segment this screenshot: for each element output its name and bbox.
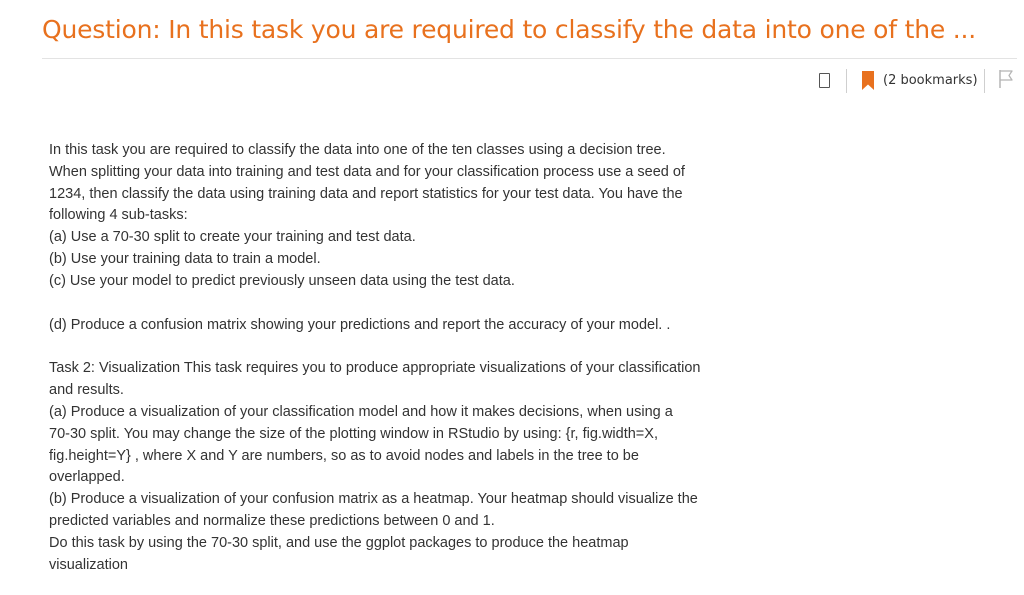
- document-outline-icon[interactable]: [819, 73, 830, 88]
- question-body: [49, 140, 789, 576]
- bookmark-count-label[interactable]: (2 bookmarks): [883, 73, 978, 88]
- body-line: 1234, then classify the data using training data and report statistics for your test data. You have the: [49, 185, 683, 202]
- body-line: (b) Use your training data to train a model.: [49, 250, 321, 267]
- toolbar-separator: [846, 69, 847, 93]
- body-line: visualization: [49, 556, 128, 573]
- paragraph-gap: [49, 336, 789, 358]
- body-line: 70-30 split. You may change the size of the plotting window in RStudio by using: {r, fig.width=X,: [49, 425, 658, 442]
- header-divider: [42, 58, 1017, 59]
- body-line: overlapped.: [49, 469, 125, 486]
- body-line: and results.: [49, 382, 124, 399]
- question-toolbar: [800, 67, 1024, 97]
- body-line: Do this task by using the 70-30 split, and use the ggplot packages to produce the heatmap: [49, 534, 629, 551]
- body-line: fig.height=Y} , where X and Y are numbers, so as to avoid nodes and labels in the tree to be: [49, 447, 639, 464]
- body-line: (c) Use your model to predict previously unseen data using the test data.: [49, 272, 515, 289]
- body-line: (b) Produce a visualization of your confusion matrix as a heatmap. Your heatmap should visualize the: [49, 491, 698, 508]
- body-line: Task 2: Visualization This task requires you to produce appropriate visualizations of your classification: [49, 360, 701, 377]
- question-title: [42, 10, 1017, 50]
- question-title-prefix: Question:: [42, 15, 161, 44]
- flag-icon[interactable]: [998, 69, 1014, 89]
- body-line: (a) Produce a visualization of your classification model and how it makes decisions, when using a: [49, 403, 673, 420]
- toolbar-separator: [984, 69, 985, 93]
- body-line: (a) Use a 70-30 split to create your training and test data.: [49, 229, 416, 246]
- body-line: In this task you are required to classify the data into one of the ten classes using a decision tree.: [49, 142, 666, 158]
- body-line: following 4 sub-tasks:: [49, 207, 188, 224]
- body-line: predicted variables and normalize these predictions between 0 and 1.: [49, 512, 495, 529]
- paragraph-gap: [49, 293, 789, 315]
- question-title-text: In this task you are required to classify the data into one of the ...: [160, 15, 977, 44]
- bookmark-icon[interactable]: [861, 71, 875, 90]
- body-line: When splitting your data into training and test data and for your classification process use a seed of: [49, 163, 685, 180]
- body-line: (d) Produce a confusion matrix showing your predictions and report the accuracy of your model. .: [49, 316, 671, 333]
